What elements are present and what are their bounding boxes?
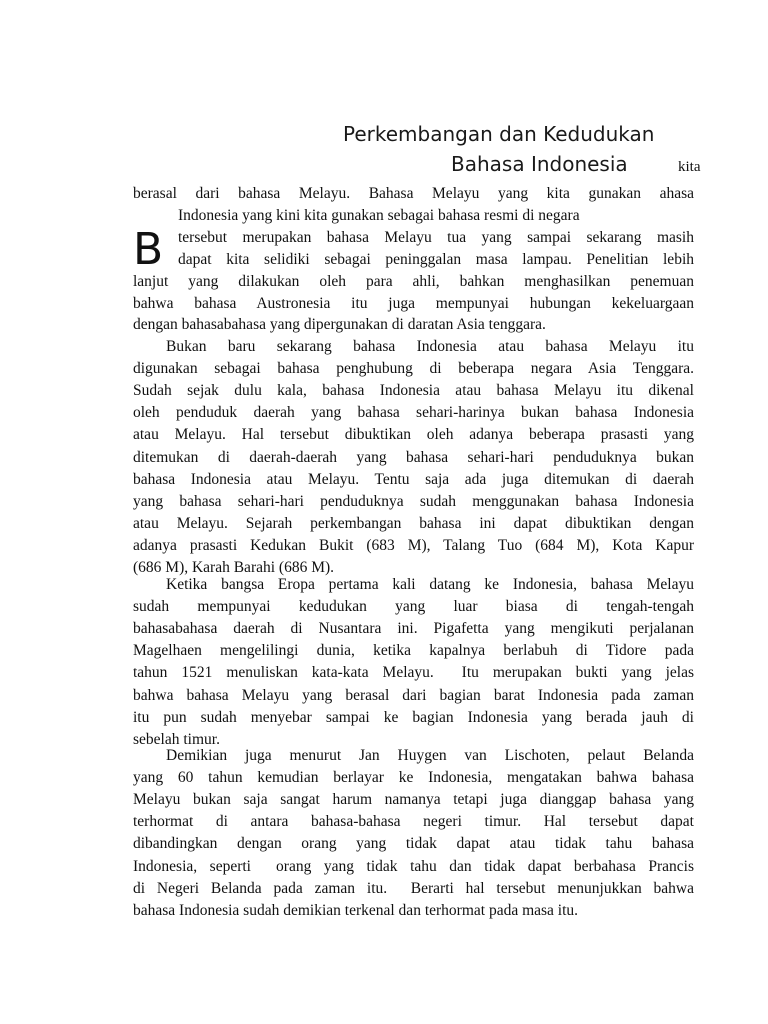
text-line: tersebut merupakan bahasa Melayu tua yang sampai sekarang masih <box>178 229 694 246</box>
text-line: Melayu bukan saja sangat harum namanya tetapi juga dianggap bahasa yang <box>133 791 694 809</box>
document-title-line-1: Perkembangan dan Kedudukan <box>343 122 655 146</box>
text-line: yang 60 tahun kemudian berlayar ke Indonesia, mengatakan bahwa bahasa <box>133 769 694 787</box>
text-line: Bukan baru sekarang bahasa Indonesia atau bahasa Melayu itu <box>166 338 694 355</box>
text-line: adanya prasasti Kedukan Bukit (683 M), Talang Tuo (684 M), Kota Kapur <box>133 536 694 554</box>
text-line: (686 M), Karah Barahi (686 M). <box>133 559 335 576</box>
text-line: dengan bahasabahasa yang dipergunakan di daratan Asia tenggara. <box>133 316 546 333</box>
text-line: dibandingkan dengan orang yang tidak dapat atau tidak tahu bahasa <box>133 835 694 853</box>
text-line: Indonesia, seperti orang yang tidak tahu dan tidak dapat berbahasa Prancis <box>133 857 694 875</box>
text-line: Indonesia yang kini kita gunakan sebagai bahasa resmi di negara <box>178 207 580 224</box>
text-line: itu pun sudah menyebar sampai ke bagian Indonesia yang berada jauh di <box>133 708 694 726</box>
text-line: terhormat di antara bahasa-bahasa negeri timur. Hal tersebut dapat <box>133 813 694 831</box>
text-line: oleh penduduk daerah yang bahasa sehari-harinya bukan bahasa Indonesia <box>133 404 694 422</box>
text-line: yang bahasa sehari-hari penduduknya sudah menggunakan bahasa Indonesia <box>133 492 694 510</box>
text-line: Ketika bangsa Eropa pertama kali datang ke Indonesia, bahasa Melayu <box>166 576 694 593</box>
title-trailing-word: kita <box>678 159 701 175</box>
text-line: berasal dari bahasa Melayu. Bahasa Melayu yang kita gunakan ahasa <box>133 185 694 202</box>
text-line: Sudah sejak dulu kala, bahasa Indonesia atau bahasa Melayu itu dikenal <box>133 382 694 400</box>
text-line: bahasa Indonesia atau Melayu. Tentu saja ada juga ditemukan di daerah <box>133 470 694 488</box>
text-line: sebelah timur. <box>133 730 220 748</box>
text-line: atau Melayu. Hal tersebut dibuktikan oleh adanya beberapa prasasti yang <box>133 426 694 444</box>
text-line: di Negeri Belanda pada zaman itu. Berarti hal tersebut menunjukkan bahwa <box>133 879 694 897</box>
text-line: bahwa bahasa Melayu yang berasal dari bagian barat Indonesia pada zaman <box>133 686 694 704</box>
document-title-line-2: Bahasa Indonesia <box>451 152 628 176</box>
text-line: bahasabahasa daerah di Nusantara ini. Pigafetta yang mengikuti perjalanan <box>133 620 694 638</box>
text-line: Magelhaen mengelilingi dunia, ketika kapalnya berlabuh di Tidore pada <box>133 642 694 660</box>
text-line: lanjut yang dilakukan oleh para ahli, bahkan menghasilkan penemuan <box>133 273 694 290</box>
drop-cap-letter: B <box>133 224 164 275</box>
text-line: sudah mempunyai kedudukan yang luar biasa di tengah-tengah <box>133 598 694 616</box>
text-line: digunakan sebagai bahasa penghubung di beberapa negara Asia Tenggara. <box>133 360 694 378</box>
text-line: atau Melayu. Sejarah perkembangan bahasa ini dapat dibuktikan dengan <box>133 514 694 532</box>
text-line: tahun 1521 menuliskan kata-kata Melayu. Itu merupakan bukti yang jelas <box>133 664 694 682</box>
text-line: bahwa bahasa Austronesia itu juga mempunyai hubungan kekeluargaan <box>133 295 694 312</box>
text-line: Demikian juga menurut Jan Huygen van Lischoten, pelaut Belanda <box>166 747 694 764</box>
text-line: ditemukan di daerah-daerah yang bahasa sehari-hari penduduknya bukan <box>133 448 694 466</box>
text-line: dapat kita selidiki sebagai peninggalan masa lampau. Penelitian lebih <box>178 251 694 268</box>
text-line: bahasa Indonesia sudah demikian terkenal dan terhormat pada masa itu. <box>133 901 579 919</box>
